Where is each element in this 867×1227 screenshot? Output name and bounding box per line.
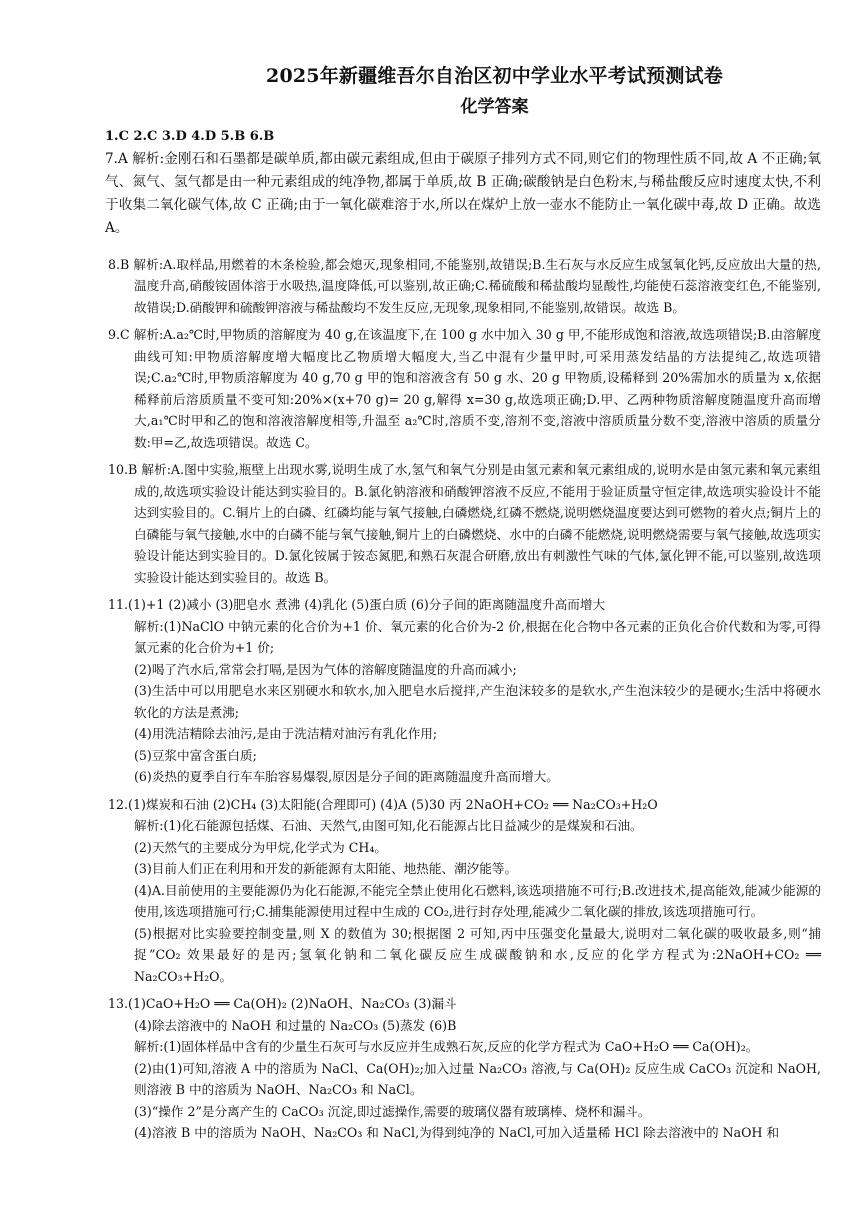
question-13-answer-cont: (4)除去溶液中的 NaOH 和过量的 Na₂CO₃ (5)蒸发 (6)B — [134, 1017, 457, 1033]
question-11-line: 解析:(1)NaClO 中钠元素的化合价为+1 价、氧元素的化合价为-2 价,根据在化合物中各元素的正负化合价代数和为零,可得氯元素的化合价为+1 价; — [134, 618, 821, 655]
page-title: 2025年新疆维吾尔自治区初中学业水平考试预测试卷 — [266, 65, 723, 87]
question-11-line: (4)用洗洁精除去油污,是由于洗洁精对油污有乳化作用; — [134, 726, 438, 741]
question-11-line: (6)炎热的夏季自行车车胎容易爆裂,原因是分子间的距离随温度升高而增大。 — [134, 769, 559, 784]
question-7: 7.A 解析:金刚石和石墨都是碳单质,都由碳元素组成,但由于碳原子排列方式不同,则它们的物理性质不同,故 A 不正确;氧气、氮气、氢气都是由一种元素组成的纯净物,都属于单质,故 B 正确;碳酸钠是白色粉末,与稀盐酸反应时速度太快,不利于收集二氧化碳气体,故 C 正确;由于一氧化碳难溶于水,所以在煤炉上放一壶水不能防止一氧化碳中毒,故 D 正确。故选 A。 — [105, 150, 821, 236]
question-13-line: (3)“操作 2”是分离产生的 CaCO₃ 沉淀,即过滤操作,需要的玻璃仪器有玻璃棒、烧杯和漏斗。 — [134, 1103, 651, 1119]
question-13-line: (4)溶液 B 中的溶质为 NaOH、Na₂CO₃ 和 NaCl,为得到纯净的 NaCl,可加入适量稀 HCl 除去溶液中的 NaOH 和 — [134, 1125, 780, 1140]
question-11-answer: 11.(1)+1 (2)减小 (3)肥皂水 煮沸 (4)乳化 (5)蛋白质 (6)分子间的距离随温度升高而增大 — [108, 597, 606, 612]
question-13-line: (2)由(1)可知,溶液 A 中的溶质为 NaCl、Ca(OH)₂;加入过量 Na₂CO₃ 溶液,与 Ca(OH)₂ 反应生成 CaCO₃ 沉淀和 NaOH,则溶液 B 中的溶质为 NaOH、Na₂CO₃ 和 NaCl。 — [134, 1060, 821, 1097]
question-11-line: (3)生活中可以用肥皂水来区别硬水和软水,加入肥皂水后搅拌,产生泡沫较多的是软水,产生泡沫较少的是硬水;生活中将硬水软化的方法是煮沸; — [134, 683, 821, 720]
page-subtitle: 化学答案 — [460, 97, 529, 117]
question-12-line: (4)A.目前使用的主要能源仍为化石能源,不能完全禁止使用化石燃料,该选项措施不可行;B.改进技术,提高能效,能减少能源的使用,该选项措施可行;C.捕集能源使用过程中生成的 CO₂,进行封存处理,能减少二氧化碳的排放,该选项措施可行。 — [134, 882, 821, 919]
question-13-answer: 13.(1)CaO+H₂O ══ Ca(OH)₂ (2)NaOH、Na₂CO₃ (3)漏斗 — [108, 996, 457, 1011]
question-12-line: (2)天然气的主要成分为甲烷,化学式为 CH₄。 — [134, 839, 388, 855]
question-12-answer: 12.(1)煤炭和石油 (2)CH₄ (3)太阳能(合理即可) (4)A (5)30 丙 2NaOH+CO₂ ══ Na₂CO₃+H₂O — [108, 796, 658, 812]
question-11-line: (2)喝了汽水后,常常会打嗝,是因为气体的溶解度随温度的升高而减小; — [134, 661, 517, 677]
question-11-line: (5)豆浆中富含蛋白质; — [134, 747, 257, 763]
mcq-answers: 1.C 2.C 3.D 4.D 5.B 6.B — [105, 129, 275, 144]
question-8: 8.B 解析:A.取样品,用燃着的木条检验,都会熄灭,现象相同,不能鉴别,故错误;B.生石灰与水反应生成氢氧化钙,反应放出大量的热,温度升高,硝酸铵固体溶于水吸热,温度降低,可以鉴别,故正确;C.稀硫酸和稀盐酸均显酸性,均能使石蕊溶液变红色,不能鉴别,故错误;D.硝酸钾和硫酸钾溶液与稀盐酸均不发生反应,无现象,现象相同,不能鉴别,故错误。故选 B。 — [108, 256, 821, 315]
question-10: 10.B 解析:A.图中实验,瓶壁上出现水雾,说明生成了水,氢气和氧气分别是由氢元素和氧元素组成的,说明水是由氢元素和氧元素组成的,故选项实验设计能达到实验目的。B.氯化钠溶液和硝酸钾溶液不反应,不能用于验证质量守恒定律,故选项实验设计不能达到实验目的。C.铜片上的白磷、红磷均能与氧气接触,白磷燃烧,红磷不燃烧,说明燃烧温度要达到可燃物的着火点;铜片上的白磷能与氧气接触,水中的白磷不能与氧气接触,铜片上的白磷燃烧、水中的白磷不能燃烧,说明燃烧需要与氧气接触,故选项实验设计能达到实验目的。D.氯化铵属于铵态氮肥,和熟石灰混合研磨,放出有刺激性气味的气体,氯化钾不能,可以鉴别,故选项实验设计能达到实验目的。故选 B。 — [108, 462, 821, 585]
question-13-line: 解析:(1)固体样品中含有的少量生石灰可与水反应并生成熟石灰,反应的化学方程式为 CaO+H₂O ══ Ca(OH)₂。 — [134, 1039, 759, 1054]
question-9: 9.C 解析:A.a₂℃时,甲物质的溶解度为 40 g,在该温度下,在 100 g 水中加入 30 g 甲,不能形成饱和溶液,故选项错误;B.由溶解度曲线可知:甲物质溶解度增大幅度比乙物质增大幅度大,当乙中混有少量甲时,可采用蒸发结晶的方法提纯乙,故选项错误;C.a₂℃时,甲物质溶解度为 40 g,70 g 甲的饱和溶液含有 50 g 水、20 g 甲物质,设稀释到 20%需加水的质量为 x,依据稀释前后溶质质量不变可知:20%×(x+70 g)= 20 g,解得 x=30 g,故选项正确;D.甲、乙两种物质溶解度随温度升高而增大,a₁℃时甲和乙的饱和溶液溶解度相等,升温至 a₂℃时,溶质不变,溶剂不变,溶液中溶质质量分数不变,溶液中溶质的质量分数:甲=乙,故选项错误。故选 C。 — [108, 327, 821, 450]
question-12-line: (3)目前人们正在利用和开发的新能源有太阳能、地热能、潮汐能等。 — [134, 861, 518, 876]
question-12-line: 解析:(1)化石能源包括煤、石油、天然气,由图可知,化石能源占比日益减少的是煤炭和石油。 — [134, 818, 643, 833]
question-12-line: (5)根据对比实验要控制变量,则 X 的数值为 30;根据图 2 可知,丙中压强变化量最大,说明对二氧化碳的吸收最多,则“捕捉”CO₂ 效果最好的是丙;氢氧化钠和二氧化碳反应生成碳酸钠和水,反应的化学方程式为:2NaOH+CO₂ ══ Na₂CO₃+H₂O。 — [134, 925, 821, 984]
